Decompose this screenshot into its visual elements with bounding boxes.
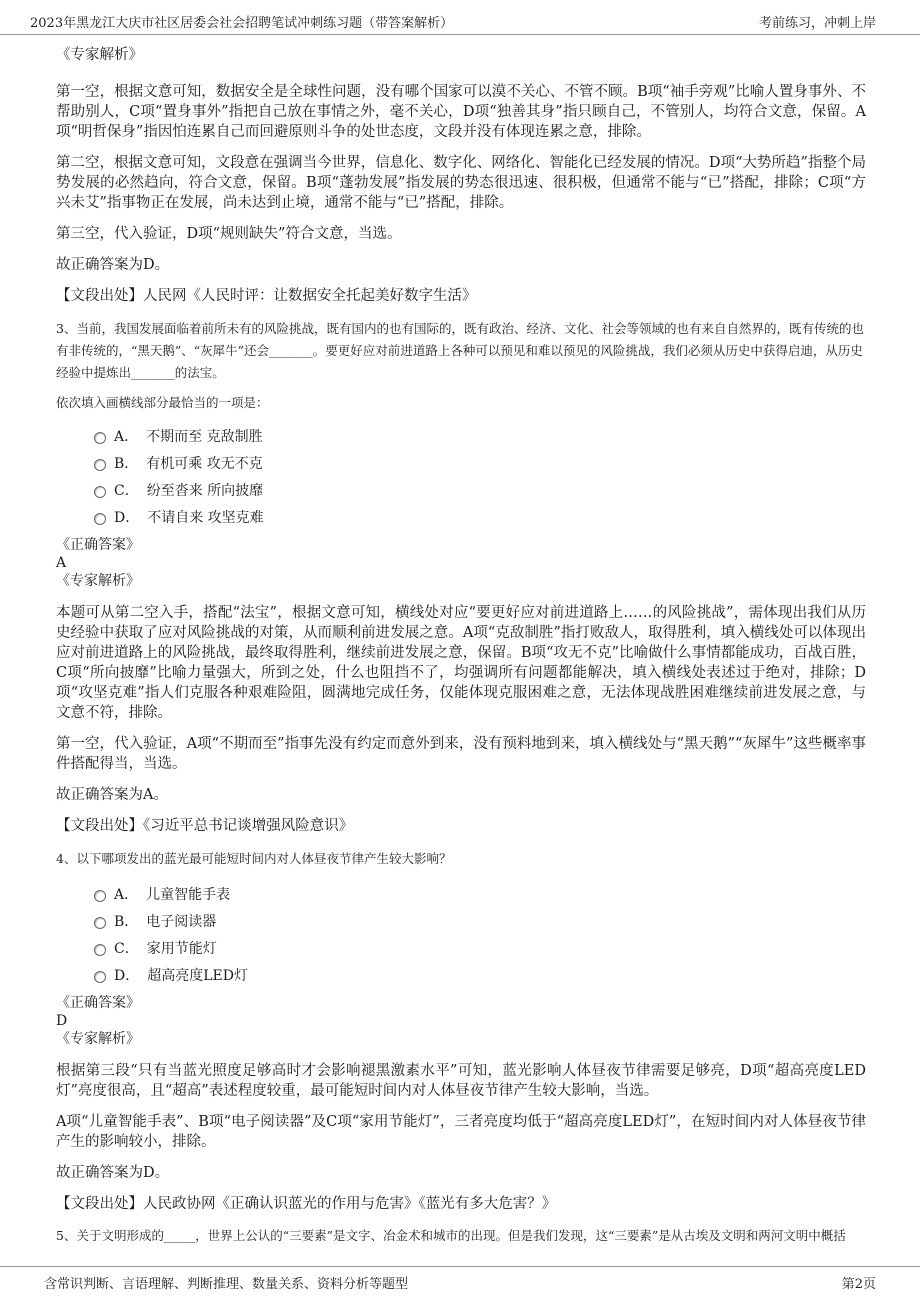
option-text: 有机可乘 攻无不克 (146, 456, 263, 472)
footer-topics: 含常识判断、言语理解、判断推理、数量关系、资料分析等题型 (44, 1277, 409, 1292)
option-d[interactable] (56, 963, 866, 990)
page-header (0, 0, 920, 35)
analysis-paragraph: 根据第三段“只有当蓝光照度足够高时才会影响褪黑激素水平”可知，蓝光影响人体昼夜节律需要足够亮，D项“超高亮度LED灯”亮度很高，且“超高”表述程度较重，最可能短时间内对人体昼夜节律产生较大影响，当选。 (56, 1063, 866, 1099)
page-content (56, 42, 866, 1247)
option-letter: A． (114, 887, 139, 903)
option-a[interactable] (56, 882, 866, 909)
answer-conclusion: 故正确答案为D。 (56, 1165, 170, 1181)
option-text: 纷至沓来 所向披靡 (146, 483, 264, 499)
radio-icon[interactable] (94, 971, 106, 983)
passage-source: 【文段出处】人民政协网《正确认识蓝光的作用与危害》《蓝光有多大危害？》 (56, 1196, 557, 1212)
option-text: 不期而至 克敌制胜 (146, 429, 263, 445)
question-instruction: 依次填入画横线部分最恰当的一项是： (56, 395, 269, 410)
analysis-paragraph: 第一空，代入验证，A项“不期而至”指事先没有约定而意外到来，没有预料地到来，填入横线处与“黑天鹅”“灰犀牛”这些概率事件搭配得当，当选。 (56, 736, 866, 772)
correct-answer: A (56, 555, 67, 571)
answer-conclusion: 故正确答案为A。 (56, 787, 168, 803)
option-d[interactable] (56, 505, 866, 532)
page-footer (0, 1266, 920, 1303)
passage-source: 【文段出处】人民网《人民时评：让数据安全托起美好数字生活》 (56, 288, 477, 304)
radio-icon[interactable] (94, 432, 106, 444)
radio-icon[interactable] (94, 890, 106, 902)
radio-icon[interactable] (94, 486, 106, 498)
option-text: 超高亮度LED灯 (147, 968, 248, 984)
option-letter: C． (114, 941, 139, 957)
option-list (56, 882, 866, 990)
passage-source: 【文段出处】《习近平总书记谈增强风险意识》 (56, 818, 354, 834)
option-text: 电子阅读器 (146, 914, 217, 930)
option-list (56, 424, 866, 532)
expert-analysis-label: 《专家解析》 (56, 1031, 140, 1047)
question-stem: 5、关于文明形成的_____，世界上公认的“三要素”是文字、冶金术和城市的出现。但是我们发现，这“三要素”是从古埃及文明和两河文明中概括 (56, 1228, 846, 1243)
option-letter: D． (114, 510, 140, 526)
correct-answer: D (56, 1013, 68, 1029)
option-letter: A． (114, 429, 139, 445)
option-c[interactable] (56, 478, 866, 505)
analysis-paragraph: 第三空，代入验证，D项“规则缺失”符合文意，当选。 (56, 226, 402, 242)
page-number: 第2页 (841, 1277, 876, 1292)
option-b[interactable] (56, 451, 866, 478)
radio-icon[interactable] (94, 944, 106, 956)
answer-conclusion: 故正确答案为D。 (56, 257, 170, 273)
analysis-paragraph: 第二空，根据文意可知，文段意在强调当今世界，信息化、数字化、网络化、智能化已经发展的情况。D项“大势所趋”指整个局势发展的必然趋向，符合文意，保留。B项“蓬勃发展”指发展的势态很迅速、很积极，但通常不能与“已”搭配，排除；C项“方兴未艾”指事物正在发展，尚未达到止境，通常不能与“已”搭配，排除。 (56, 155, 866, 211)
analysis-paragraph: 本题可从第二空入手，搭配“法宝”，根据文意可知，横线处对应“要更好应对前进道路上……的风险挑战”，需体现出我们从历史经验中获取了应对风险挑战的对策，从而顺利前进发展之意。A项“克敌制胜”指打败敌人，取得胜利，填入横线处可以体现出应对前进道路上的风险挑战，最终取得胜利，继续前进发展之意，保留。B项“攻无不克”比喻做什么事情都能成功，百战百胜，C项“所向披靡”比喻力量强大，所到之处，什么也阻挡不了，均强调所有问题都能解决，填入横线处表述过于绝对，排除；D项“攻坚克难”指人们克服各种艰难险阻，圆满地完成任务，仅能体现克服困难之意，无法体现战胜困难继续前进发展之意，与文意不符，排除。 (56, 605, 866, 721)
question-stem: 3、当前，我国发展面临着前所未有的风险挑战，既有国内的也有国际的，既有政治、经济、文化、社会等领域的也有来自自然界的，既有传统的也有非传统的，“黑天鹅”、“灰犀牛”还会_______。要更好应对前进道路上各种可以预见和难以预见的风险挑战，我们必须从历史中获得启迪，从历史经验中提炼出_______的法宝。 (56, 321, 864, 380)
question-stem: 4、以下哪项发出的蓝光最可能短时间内对人体昼夜节律产生较大影响？ (56, 851, 452, 866)
option-text: 家用节能灯 (146, 941, 217, 957)
option-letter: C． (114, 483, 139, 499)
option-c[interactable] (56, 936, 866, 963)
option-text: 儿童智能手表 (146, 887, 231, 903)
radio-icon[interactable] (94, 513, 106, 525)
correct-answer-label: 《正确答案》 (56, 995, 140, 1011)
expert-analysis-label: 《专家解析》 (56, 47, 143, 63)
document-title: 2023年黑龙江大庆市社区居委会社会招聘笔试冲刺练习题（带答案解析） (30, 16, 454, 31)
correct-answer-label: 《正确答案》 (56, 537, 140, 553)
option-a[interactable] (56, 424, 866, 451)
option-text: 不请自来 攻坚克难 (147, 510, 264, 526)
option-letter: B． (114, 914, 139, 930)
option-letter: D． (114, 968, 140, 984)
option-letter: B． (114, 456, 139, 472)
radio-icon[interactable] (94, 917, 106, 929)
option-b[interactable] (56, 909, 866, 936)
expert-analysis-label: 《专家解析》 (56, 573, 140, 589)
analysis-paragraph: 第一空，根据文意可知，数据安全是全球性问题，没有哪个国家可以漠不关心、不管不顾。B项“袖手旁观”比喻人置身事外、不帮助别人，C项“置身事外”指把自己放在事情之外，毫不关心，D项“独善其身”指只顾自己，不管别人，均符合文意，保留。A项“明哲保身”指因怕连累自己而回避原则斗争的处世态度，文段并没有体现连累之意，排除。 (56, 84, 866, 140)
radio-icon[interactable] (94, 459, 106, 471)
analysis-paragraph: A项“儿童智能手表”、B项“电子阅读器”及C项“家用节能灯”，三者亮度均低于“超高亮度LED灯”，在短时间内对人体昼夜节律产生的影响较小，排除。 (56, 1114, 866, 1150)
header-slogan: 考前练习，冲刺上岸 (758, 16, 876, 31)
